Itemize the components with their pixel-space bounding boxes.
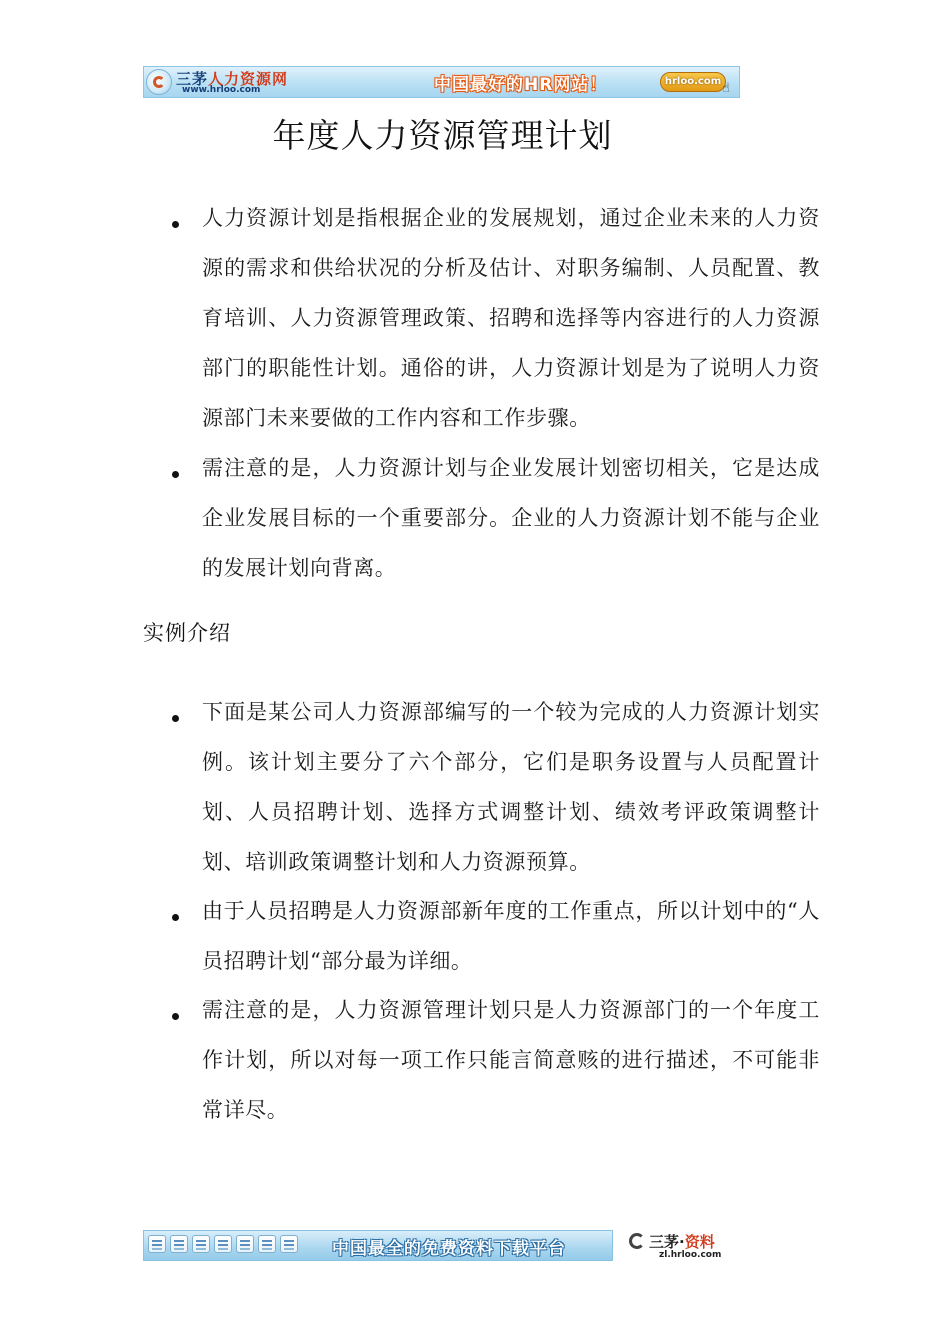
- paragraph-text: 由于人员招聘是人力资源部新年度的工作重点，所以计划中的“人员招聘计划“部分最为详细。: [202, 899, 820, 973]
- document-icon: [280, 1235, 298, 1253]
- paragraph-text: 下面是某公司人力资源部编写的一个较为完成的人力资源计划实例。该计划主要分了六个部分，它们是职务设置与人员配置计划、人员招聘计划、选择方式调整计划、绩效考评政策调整计划、培训政策调整计划和人力资源预算。: [202, 700, 820, 874]
- banner-slogan: 中国最好的HR网站！: [434, 75, 608, 95]
- list-item: [160, 443, 820, 593]
- list-item: [160, 985, 820, 1135]
- footer-banner-text: 中国最全的免费资料下载平台: [332, 1239, 566, 1259]
- banner-url: www.hrloo.com: [182, 85, 261, 95]
- banner-site-button[interactable]: hrloo.com: [660, 72, 726, 92]
- list-item: [160, 886, 820, 986]
- top-banner-ad[interactable]: [143, 66, 740, 98]
- paragraph-text: 需注意的是，人力资源计划与企业发展计划密切相关，它是达成企业发展目标的一个重要部分。企业的人力资源计划不能与企业的发展计划向背离。: [202, 456, 820, 580]
- banner-brand: 三茅人力资源网: [176, 70, 289, 88]
- footer-logo-name: 三茅·资料: [649, 1233, 715, 1251]
- bullet-icon: [172, 1013, 179, 1020]
- footer-logo[interactable]: [627, 1231, 737, 1263]
- document-icons: [148, 1235, 302, 1254]
- bullet-icon: [172, 715, 179, 722]
- document-title: 年度人力资源管理计划: [272, 116, 613, 155]
- bottom-banner-ad[interactable]: [143, 1230, 613, 1261]
- list-item: [160, 687, 820, 887]
- section-heading: 实例介绍: [143, 621, 231, 645]
- swirl-logo-icon: [629, 1233, 645, 1249]
- footer-logo-url: zl.hrloo.com: [659, 1250, 722, 1260]
- document-icon: [148, 1235, 166, 1253]
- hrloo-logo-icon: [146, 69, 172, 95]
- pointer-cursor-icon: ☝: [722, 81, 730, 96]
- document-icon: [192, 1235, 210, 1253]
- bullet-icon: [172, 471, 179, 478]
- bullet-icon: [172, 914, 179, 921]
- document-icon: [214, 1235, 232, 1253]
- document-icon: [170, 1235, 188, 1253]
- document-icon: [258, 1235, 276, 1253]
- paragraph-text: 需注意的是，人力资源管理计划只是人力资源部门的一个年度工作计划，所以对每一项工作只能言简意赅的进行描述，不可能非常详尽。: [202, 998, 820, 1122]
- document-icon: [236, 1235, 254, 1253]
- list-item: [160, 193, 820, 443]
- paragraph-text: 人力资源计划是指根据企业的发展规划，通过企业未来的人力资源的需求和供给状况的分析及估计、对职务编制、人员配置、教育培训、人力资源管理政策、招聘和选择等内容进行的人力资源部门的职能性计划。通俗的讲，人力资源计划是为了说明人力资源部门未来要做的工作内容和工作步骤。: [202, 206, 820, 430]
- bullet-icon: [172, 221, 179, 228]
